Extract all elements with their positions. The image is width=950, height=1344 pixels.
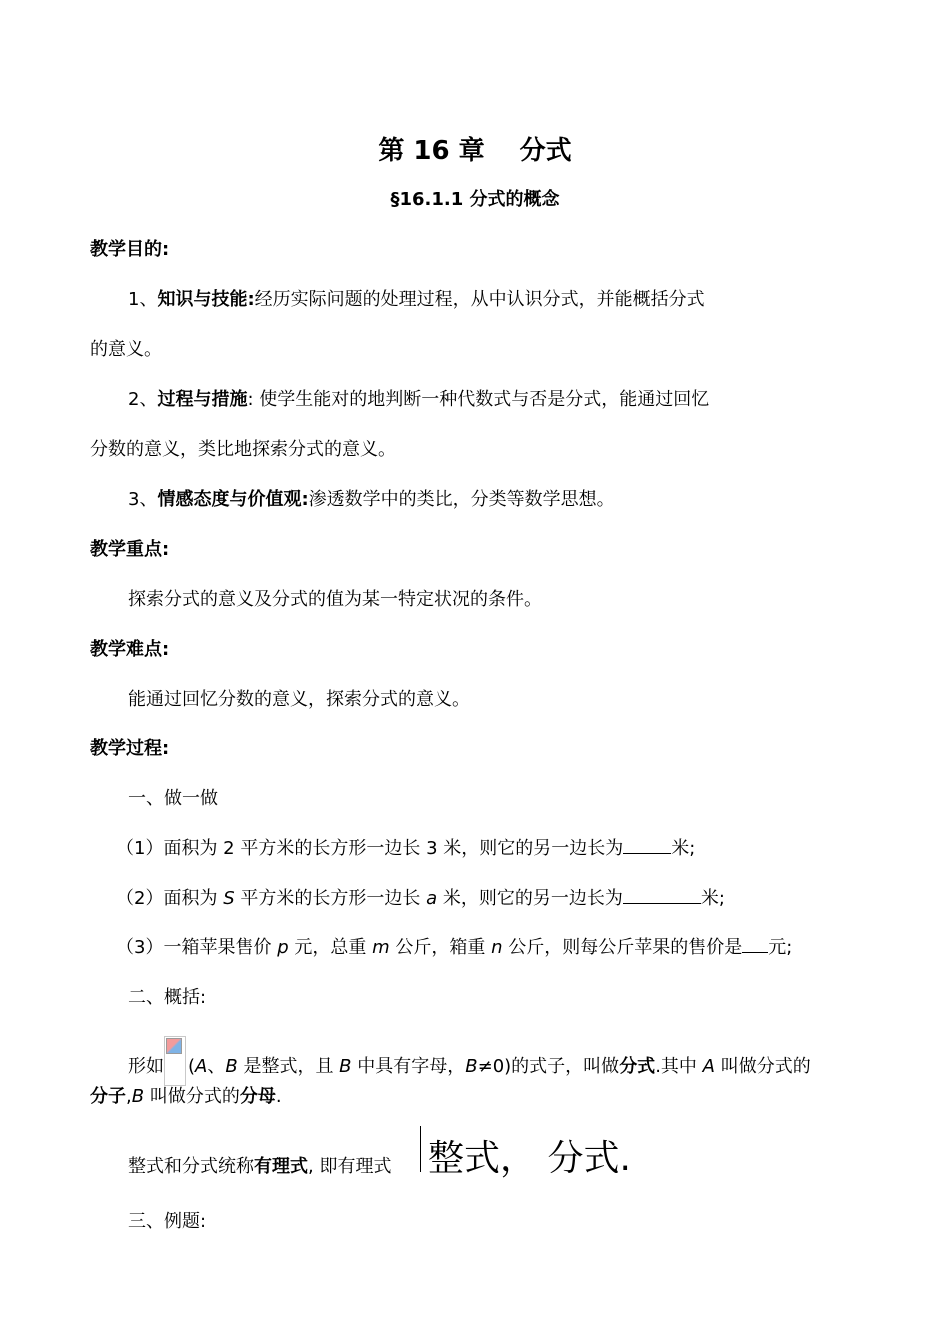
objective-2-label: 过程与措施 — [157, 389, 248, 410]
definition-part: 、 — [207, 1056, 226, 1077]
objective-3-num: 3、 — [128, 489, 158, 510]
definition-part: 叫做分式的 — [144, 1086, 240, 1107]
question-1 — [116, 837, 695, 861]
objective-1-label: 知识与技能: — [157, 289, 255, 310]
answer-blank — [623, 837, 671, 854]
var-B: B — [131, 1086, 145, 1107]
term-youlishi: 有理式 — [254, 1156, 308, 1177]
question-2-part: （2）面积为 — [116, 888, 224, 909]
question-3-unit: 元; — [768, 937, 793, 958]
rational-line — [128, 1155, 391, 1179]
question-2 — [116, 887, 725, 911]
key-points-text: 探索分式的意义及分式的值为某一特定状况的条件。 — [128, 589, 542, 610]
definition-part: ( — [188, 1056, 196, 1077]
definition-part: 是整式，且 — [237, 1056, 340, 1077]
definition-line-2 — [90, 1085, 282, 1109]
question-3-part: 元，总重 — [288, 937, 373, 958]
process-heading: 教学过程: — [90, 738, 170, 759]
var-B: B — [465, 1056, 478, 1077]
question-3-part: 公斤，箱重 — [389, 937, 492, 958]
rational-classification: 整式， 分式. — [428, 1138, 631, 1179]
question-1-unit: 米; — [671, 838, 696, 859]
definition-part: 形如 — [128, 1056, 164, 1077]
chapter-title: 第 16 章 分式 — [378, 136, 572, 166]
objective-3-text: 渗透数学中的类比，分类等数学思想。 — [308, 489, 615, 510]
question-3-part: 公斤，则每公斤苹果的售价是 — [502, 937, 743, 958]
objective-1-num: 1、 — [128, 289, 158, 310]
objective-1-cont: 的意义。 — [90, 339, 162, 360]
rational-part: , 即有理式 — [308, 1156, 392, 1177]
term-fenmu: 分母 — [239, 1086, 276, 1107]
var-m: m — [372, 937, 390, 958]
objective-1-text: 经历实际问题的处理过程，从中认识分式，并能概括分式 — [254, 289, 705, 310]
definition-line — [128, 1036, 811, 1086]
var-B: B — [339, 1056, 352, 1077]
term-fenshi: 分式 — [619, 1056, 656, 1077]
objective-2-cont: 分数的意义，类比地探索分式的意义。 — [90, 439, 396, 460]
difficulties-heading: 教学难点: — [90, 639, 170, 660]
question-2-part: 米，则它的另一边长为 — [437, 888, 623, 909]
question-2-part: 平方米的长方形一边长 — [234, 888, 427, 909]
question-3-part: （3）一箱苹果售价 — [116, 937, 278, 958]
objective-2-num: 2、 — [128, 389, 158, 410]
var-a: a — [426, 888, 438, 909]
part-3-heading: 三、例题: — [128, 1211, 207, 1232]
section-subtitle: §16.1.1 分式的概念 — [390, 189, 560, 210]
var-p: p — [277, 937, 289, 958]
var-A: A — [702, 1056, 715, 1077]
question-1-text: （1）面积为 2 平方米的长方形一边长 3 米，则它的另一边长为 — [116, 838, 624, 859]
part-1-heading: 一、做一做 — [128, 788, 218, 809]
objective-1 — [128, 288, 705, 312]
definition-part: 中具有字母， — [351, 1056, 466, 1077]
var-A: A — [195, 1056, 208, 1077]
definition-part: , — [126, 1086, 132, 1107]
answer-blank — [742, 936, 768, 953]
objectives-heading: 教学目的: — [90, 239, 170, 260]
objective-2 — [128, 388, 709, 412]
var-B: B — [225, 1056, 238, 1077]
part-2-heading: 二、概括: — [128, 987, 207, 1008]
image-thumbnail-icon — [166, 1038, 182, 1054]
objective-3 — [128, 488, 615, 512]
broken-image-icon — [164, 1036, 186, 1086]
objective-3-label: 情感态度与价值观: — [157, 489, 309, 510]
term-fenzi: 分子 — [90, 1086, 126, 1107]
rational-part: 整式和分式统称 — [128, 1156, 254, 1177]
question-2-unit: 米; — [700, 888, 725, 909]
definition-part: . — [275, 1086, 282, 1107]
definition-part: 叫做分式的 — [714, 1056, 811, 1077]
objective-2-text: : 使学生能对的地判断一种代数式与否是分式，能通过回忆 — [247, 389, 710, 410]
brace-mark — [420, 1126, 427, 1172]
var-s: S — [223, 888, 235, 909]
answer-blank — [623, 887, 701, 904]
difficulties-text: 能通过回忆分数的意义，探索分式的意义。 — [128, 689, 470, 710]
var-n: n — [491, 937, 503, 958]
question-3 — [116, 936, 792, 960]
definition-part: ≠0)的式子，叫做 — [477, 1056, 620, 1077]
key-points-heading: 教学重点: — [90, 539, 170, 560]
definition-part: .其中 — [655, 1056, 703, 1077]
